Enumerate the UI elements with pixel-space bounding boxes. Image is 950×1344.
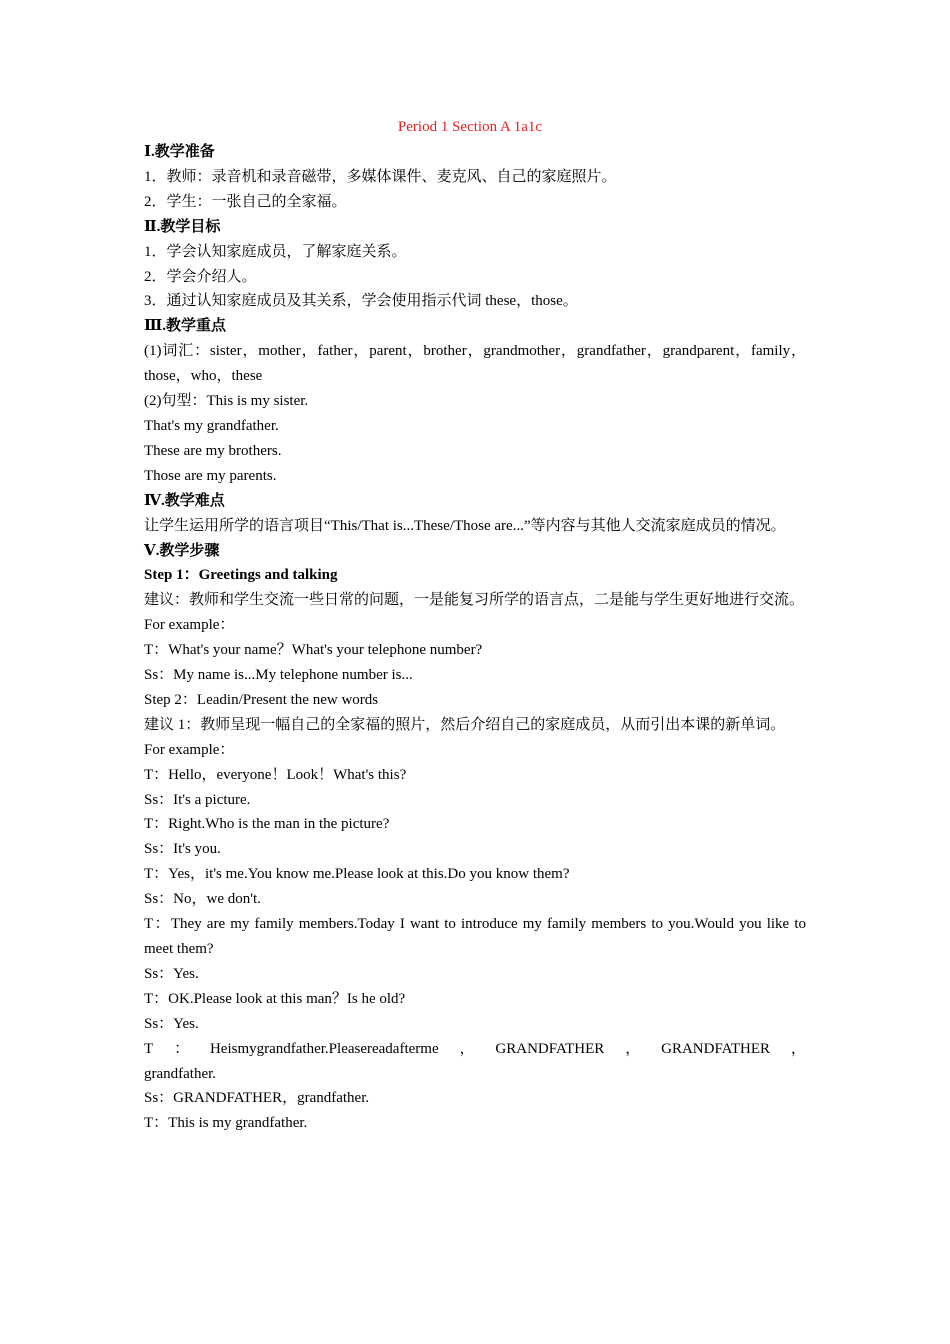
dialogue-line: Ss：GRANDFATHER，grandfather.	[144, 1090, 370, 1107]
dialogue-line: Ss：It's you.	[144, 841, 221, 858]
document-page	[144, 114, 806, 1136]
spread-part: GRANDFATHER	[495, 1040, 605, 1057]
section-heading-preparation: Ⅰ.教学准备	[144, 144, 215, 160]
document-title: Period 1 Section A 1a1c	[397, 119, 543, 135]
dialogue-line: Ss：No，we don't.	[144, 891, 261, 908]
spread-part: ，	[459, 1040, 475, 1057]
spread-part: ，	[625, 1040, 641, 1057]
dialogue-line: T：Yes，it's me.You know me.Please look at this.Do you know them?	[144, 866, 570, 883]
paragraph-line: For example：	[144, 741, 235, 758]
section-heading-difficulties: Ⅳ.教学难点	[144, 492, 225, 509]
dialogue-line: T：OK.Please look at this man？Is he old?	[144, 990, 406, 1007]
section-heading-steps: Ⅴ.教学步骤	[144, 542, 220, 559]
paragraph-line: 3．通过认知家庭成员及其关系，学会使用指示代词 these，those。	[144, 293, 578, 310]
paragraph-suggestion: 建议：教师和学生交流一些日常的问题，一是能复习所学的语言点，二是能与学生更好地进行交流。	[144, 592, 805, 609]
dialogue-line: grandfather.	[144, 1065, 217, 1082]
spread-part: Heismygrandfather.Pleasereadafterme	[209, 1040, 439, 1057]
spread-part: GRANDFATHER	[661, 1040, 771, 1057]
dialogue-line: T：This is my grandfather.	[144, 1115, 308, 1132]
dialogue-line: Ss：It's a picture.	[144, 791, 251, 808]
spread-part: ，	[790, 1040, 806, 1057]
paragraph-line: 2．学会介绍人。	[144, 268, 257, 285]
spread-part: ：	[174, 1040, 190, 1057]
section-heading-key-points: Ⅲ.教学重点	[144, 318, 227, 335]
dialogue-line: Ss：My name is...My telephone number is...	[144, 667, 413, 684]
section-heading-objectives: Ⅱ.教学目标	[144, 218, 221, 235]
spread-part: T	[144, 1040, 154, 1057]
dialogue-line: Ss：Yes.	[144, 965, 199, 982]
paragraph-difficulty: 让学生运用所学的语言项目“This/That is...These/Those are...”等内容与其他人交流家庭成员的情况。	[144, 517, 786, 534]
dialogue-line: T：What's your name？What's your telephone number?	[144, 642, 483, 659]
paragraph-line: (2)句型：This is my sister.	[144, 393, 309, 410]
dialogue-line: T：Right.Who is the man in the picture?	[144, 816, 390, 833]
paragraph-line: These are my brothers.	[144, 442, 282, 459]
paragraph-line: For example：	[144, 617, 235, 634]
paragraph-vocabulary: (1)词汇：sister，mother，father，parent，brother，grandmother，grandfather，grandparent，family，those，who，these	[144, 343, 806, 385]
dialogue-line: T：Hello，everyone！Look！What's this?	[144, 766, 407, 783]
paragraph-line: 1．学会认知家庭成员，了解家庭关系。	[144, 243, 407, 260]
paragraph-line: 2．学生：一张自己的全家福。	[144, 193, 347, 210]
step-2-heading: Step 2：Leadin/Present the new words	[144, 691, 379, 708]
step-1-heading: Step 1：Greetings and talking	[144, 567, 338, 584]
dialogue-line: Ss：Yes.	[144, 1015, 199, 1032]
dialogue-spread-line	[144, 1037, 806, 1062]
paragraph-suggestion: 建议 1：教师呈现一幅自己的全家福的照片，然后介绍自己的家庭成员，从而引出本课的新单词。	[144, 716, 786, 733]
paragraph-line: 1．教师：录音机和录音磁带，多媒体课件、麦克风、自己的家庭照片。	[144, 168, 617, 185]
dialogue-paragraph: T：They are my family members.Today I want to introduce my family members to you.Would you like to meet them?	[144, 916, 806, 957]
paragraph-line: Those are my parents.	[144, 467, 277, 484]
paragraph-line: That's my grandfather.	[144, 417, 279, 434]
